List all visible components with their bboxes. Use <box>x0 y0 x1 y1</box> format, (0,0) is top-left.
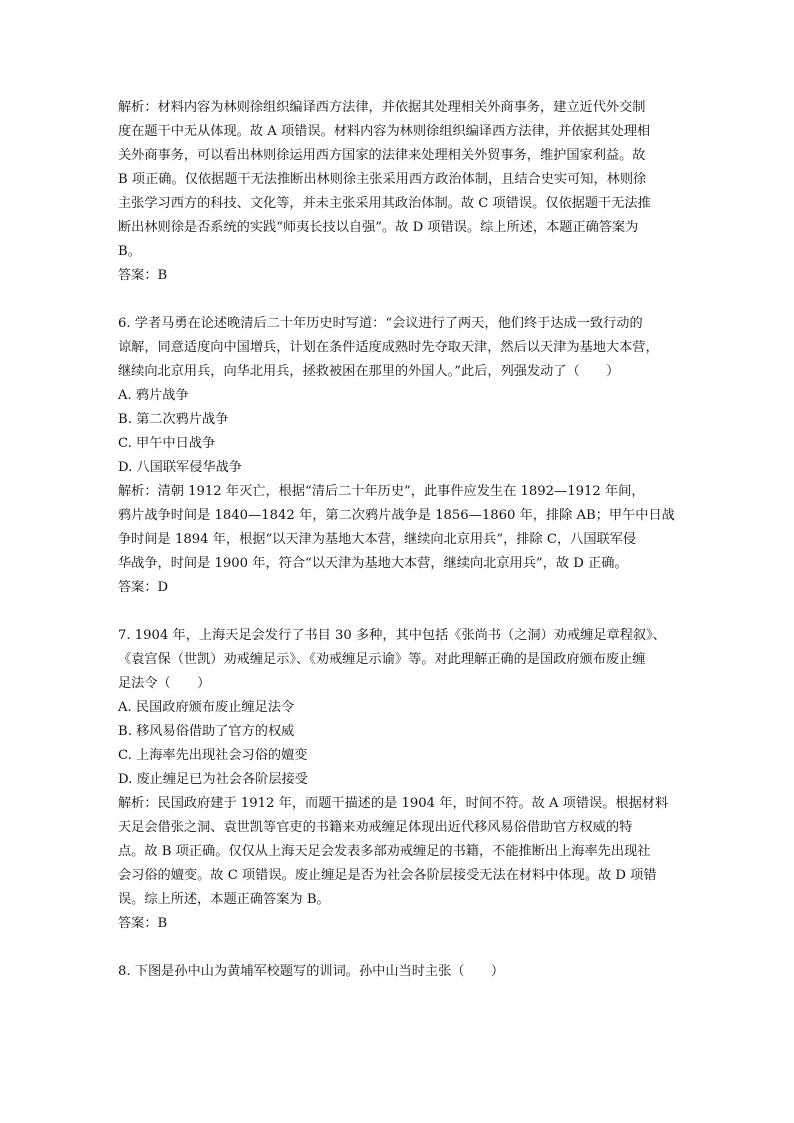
q7-stem-line: 足法令（ ） <box>118 676 211 691</box>
q7-analysis-line: 误。综上所述，本题正确答案为 B。 <box>118 892 330 907</box>
section-gap <box>118 288 678 312</box>
section-gap <box>118 936 678 960</box>
q6-stem-line: 继续向北京用兵，向华北用兵，拯救被困在那里的外国人。”此后，列强发动了（ ） <box>118 364 620 379</box>
q5-analysis-line: B 项正确。仅依据题干无法推断出林则徐主张采用西方政治体制，且结合史实可知，林则徐 <box>118 172 647 187</box>
q6-analysis-line: 华战争，时间是 1900 年，符合“以天津为基地大本营，继续向北京用兵”，故 D 正确。 <box>118 556 628 571</box>
q7-analysis-line: 会习俗的嬗变。故 C 项错误。废止缠足是否为社会各阶层接受无法在材料中体现。故 D 项错 <box>118 868 657 883</box>
q7-stem-line: 《袁宫保（世凯）劝戒缠足示》、《劝戒缠足示谕》等。对此理解正确的是国政府颁布废止缠 <box>118 652 646 667</box>
q5-analysis-line: 度在题干中无从体现。故 A 项错误。材料内容为林则徐组织编译西方法律，并依据其处理相 <box>118 124 651 139</box>
q7-analysis-line: 点。故 B 项正确。仅仅从上海天足会发表多部劝戒缠足的书籍，不能推断出上海率先出现社 <box>118 844 651 859</box>
q6-analysis <box>118 480 678 576</box>
q7-options <box>118 696 678 792</box>
q5-answer: 答案：B <box>118 268 168 283</box>
q5-analysis-line: B。 <box>118 244 141 259</box>
q7-answer: 答案：B <box>118 916 168 931</box>
q6-option-d: D. 八国联军侵华战争 <box>118 460 242 475</box>
q6-answer: 答案：D <box>118 580 169 595</box>
q6-stem-line: 6. 学者马勇在论述晚清后二十年历史时写道：“会议进行了两天，他们终于达成一致行动的 <box>118 316 643 331</box>
q7-analysis-line: 天足会借张之洞、袁世凯等官吏的书籍来劝戒缠足体现出近代移风易俗借助官方权威的特 <box>118 820 633 835</box>
q7-option-b: B. 移风易俗借助了官方的权威 <box>118 724 295 739</box>
q7-analysis-line: 解析：民国政府建于 1912 年，而题干描述的是 1904 年，时间不符。故 A 项错误。根据材料 <box>118 796 669 811</box>
q8-stem <box>118 960 678 984</box>
q5-analysis-line: 主张学习西方的科技、文化等，并未主张采用其政治体制。故 C 项错误。仅依据题干无法推 <box>118 196 651 211</box>
q5-analysis-line: 解析：材料内容为林则徐组织编译西方法律，并依据其处理相关外商事务，建立近代外交制 <box>118 100 646 115</box>
q6-option-c: C. 甲午中日战争 <box>118 436 216 451</box>
q6-analysis-line: 解析：清朝 1912 年灭亡，根据“清后二十年历史”，此事件应发生在 1892—1912 年间， <box>118 484 645 499</box>
q7-stem <box>118 624 678 696</box>
q7-analysis <box>118 792 678 912</box>
q7-option-d: D. 废止缠足已为社会各阶层接受 <box>118 772 308 787</box>
q6-option-b: B. 第二次鸦片战争 <box>118 412 229 427</box>
q6-options <box>118 384 678 480</box>
q7-option-a: A. 民国政府颁布废止缠足法令 <box>118 700 295 715</box>
q5-analysis <box>118 96 678 264</box>
q6-stem <box>118 312 678 384</box>
q6-analysis-line: 争时间是 1894 年，根据“以天津为基地大本营，继续向北京用兵”，排除 C，八国联军侵 <box>118 532 637 547</box>
q6-option-a: A. 鸦片战争 <box>118 388 189 403</box>
section-gap <box>118 600 678 624</box>
q5-analysis-line: 关外商事务，可以看出林则徐运用西方国家的法律来处理相关外贸事务，维护国家利益。故 <box>118 148 646 163</box>
q7-option-c: C. 上海率先出现社会习俗的嬗变 <box>118 748 308 763</box>
q6-stem-line: 谅解，同意适度向中国增兵，计划在条件适度成熟时先夺取天津，然后以天津为基地大本营， <box>118 340 659 355</box>
q6-analysis-line: 鸦片战争时间是 1840—1842 年，第二次鸦片战争是 1856—1860 年，排除 AB；甲午中日战 <box>118 508 675 523</box>
document-page <box>118 96 678 984</box>
q8-stem-line: 8. 下图是孙中山为黄埔军校题写的训词。孙中山当时主张（ ） <box>118 964 505 979</box>
q7-stem-line: 7. 1904 年，上海天足会发行了书目 30 多种，其中包括《张尚书（之洞）劝戒缠足章程叙》、 <box>118 628 666 643</box>
q5-analysis-line: 断出林则徐是否系统的实践“师夷长技以自强”。故 D 项错误。综上所述，本题正确答案为 <box>118 220 639 235</box>
